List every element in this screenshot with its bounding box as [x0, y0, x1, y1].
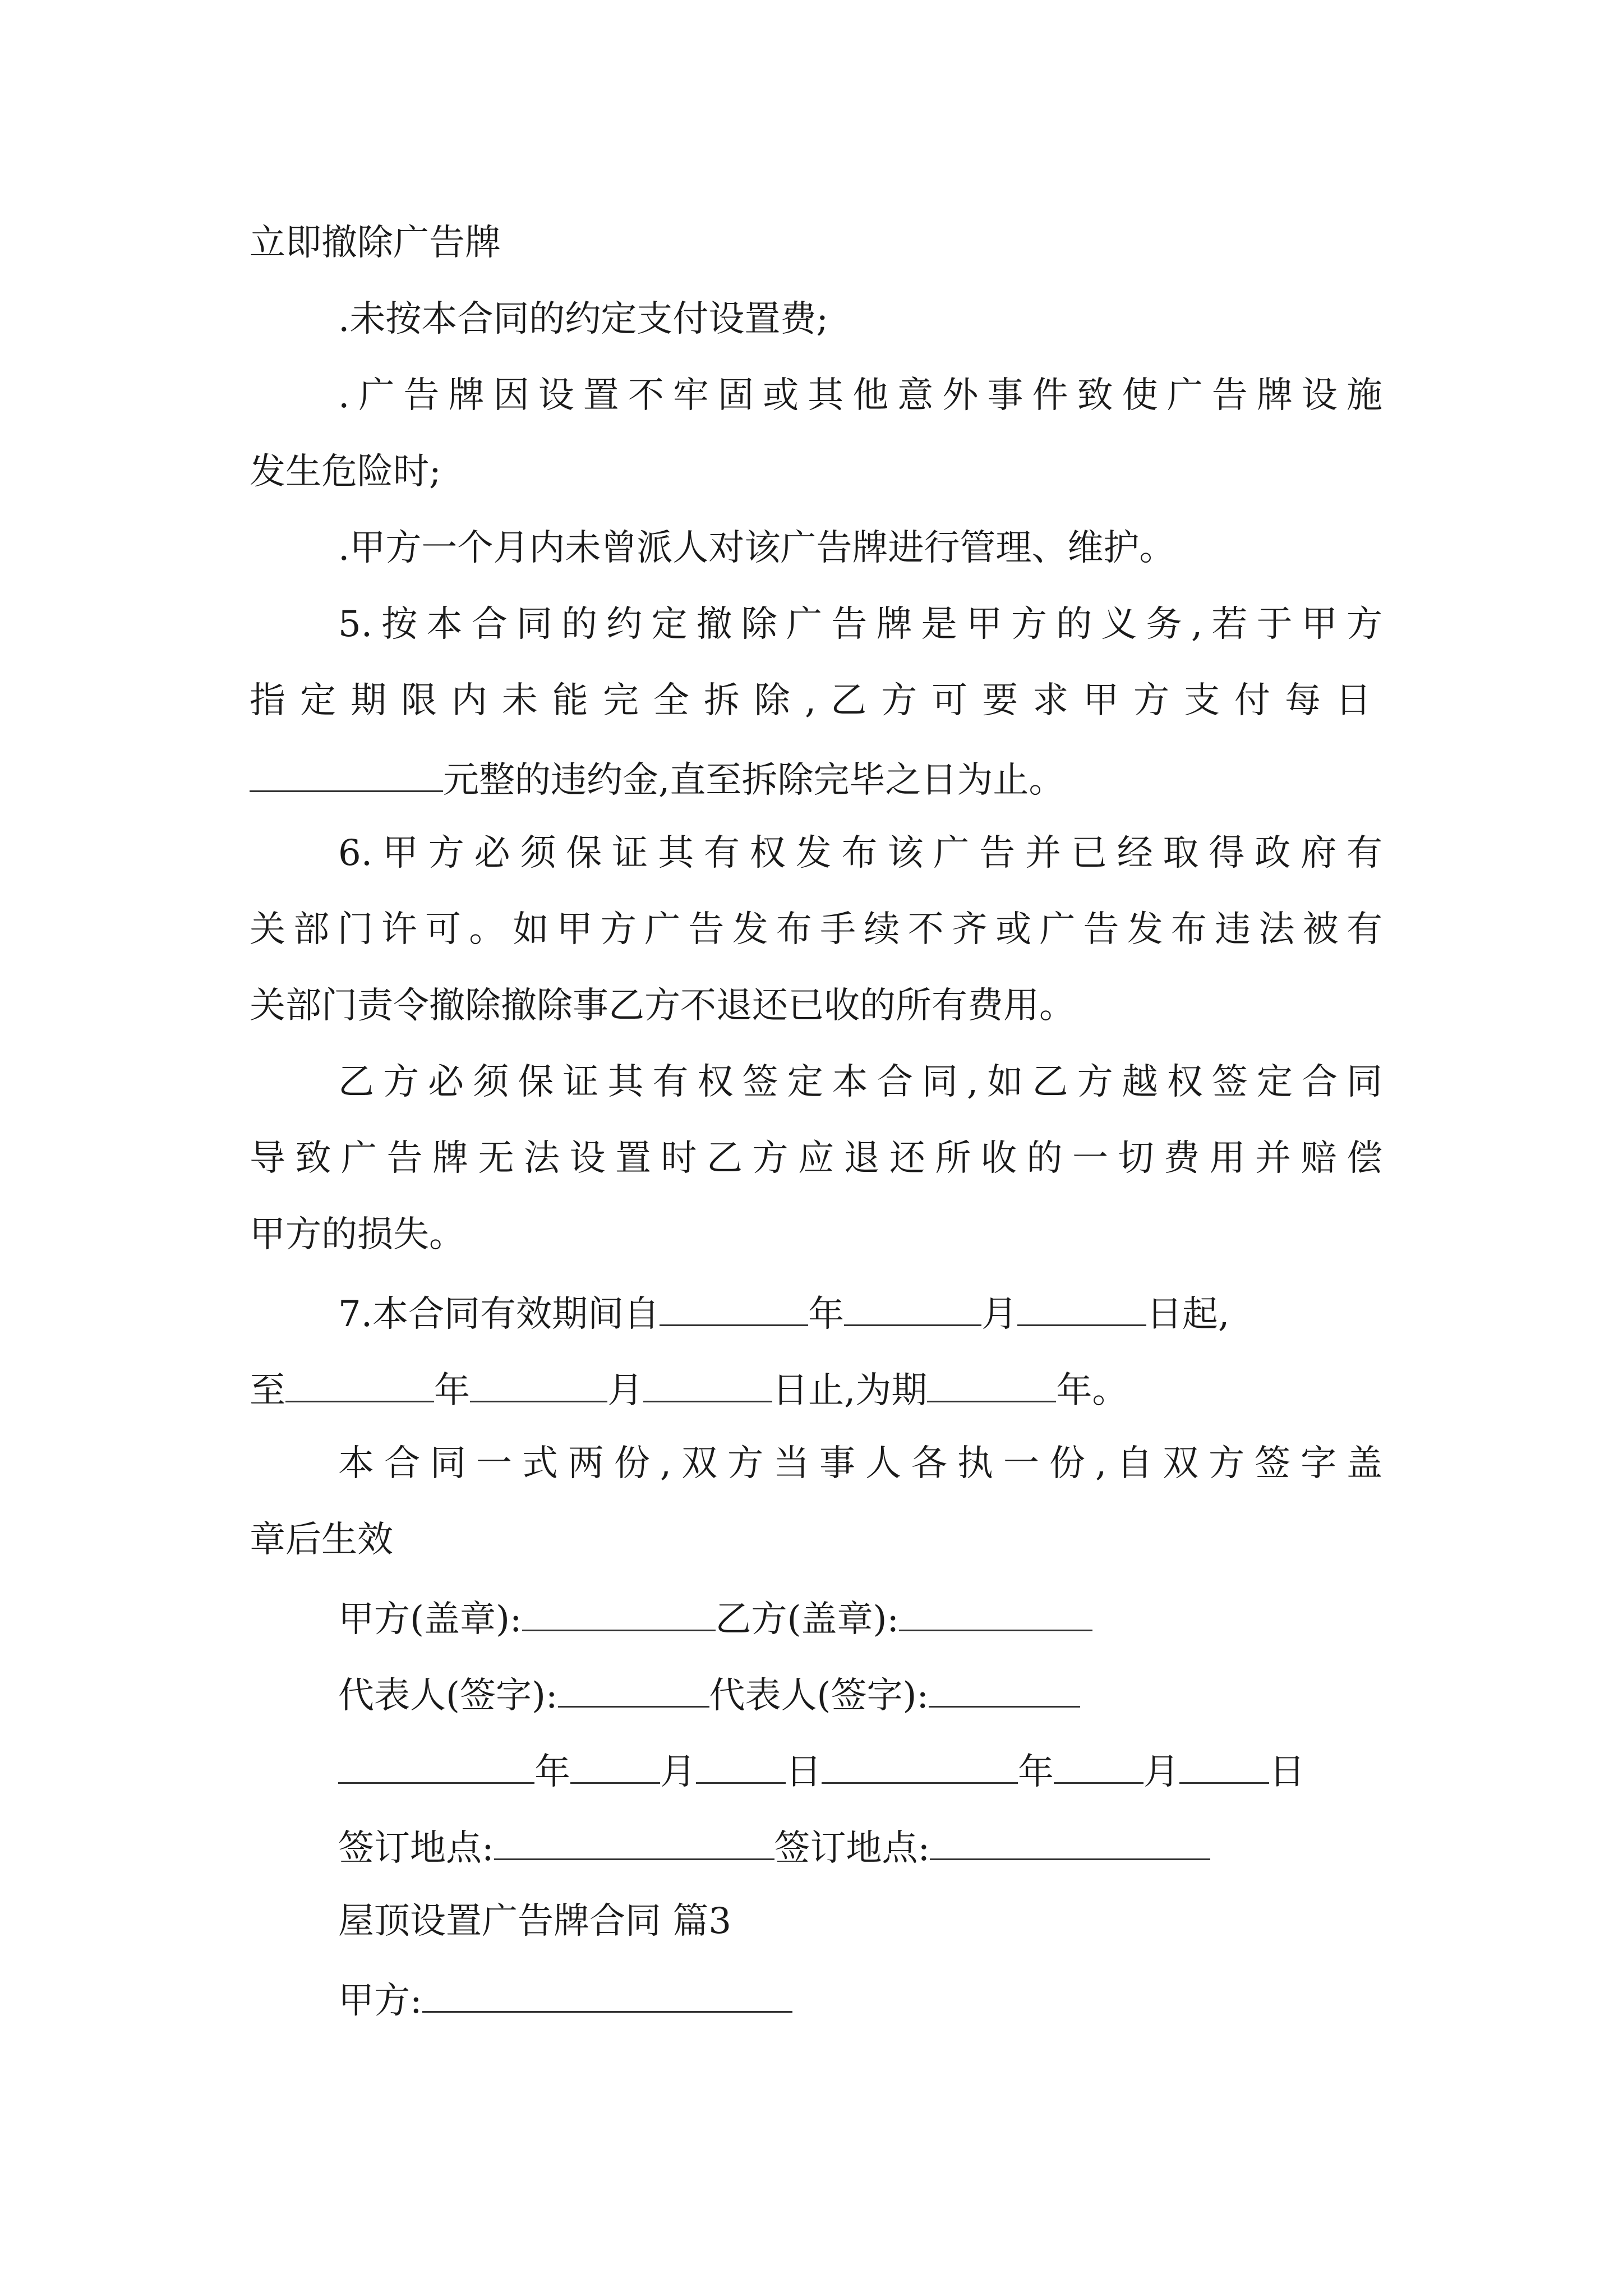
place-b-label: 签订地点: — [774, 1828, 930, 1869]
paragraph-text: 元整的违约金,直至拆除完毕之日为止。 — [443, 760, 1065, 801]
paragraph-line: 5.按本合同的约定撤除广告牌是甲方的义务,若于甲方 — [338, 604, 1382, 645]
month-label: 月 — [981, 1294, 1018, 1335]
paragraph-line: .广告牌因设置不牢固或其他意外事件致使广告牌设施 — [338, 375, 1382, 416]
rep-b-label: 代表人(签字): — [709, 1675, 929, 1717]
paragraph-line: 本合同一式两份,双方当事人各执一份,自双方签字盖 — [338, 1443, 1382, 1484]
term-line-start — [250, 1284, 1382, 1338]
paragraph-line: 发生危险时; — [250, 451, 441, 493]
year-blank[interactable] — [285, 1360, 434, 1402]
paragraph-line: 立即撤除广告牌 — [250, 222, 501, 264]
date-line — [250, 1742, 1382, 1796]
month-blank[interactable] — [470, 1360, 607, 1402]
place-a-label: 签订地点: — [338, 1828, 494, 1869]
rep-b-blank[interactable] — [929, 1665, 1080, 1708]
paragraph-line: 导致广告牌无法设置时乙方应退还所收的一切费用并赔偿 — [250, 1138, 1382, 1179]
month-blank[interactable] — [1054, 1742, 1144, 1784]
party-b-seal-label: 乙方(盖章): — [715, 1599, 899, 1640]
year-blank[interactable] — [338, 1742, 534, 1784]
year-label: 年 — [534, 1751, 570, 1793]
paragraph-line: 乙方必须保证其有权签定本合同,如乙方越权签定合同 — [338, 1061, 1382, 1103]
day-blank[interactable] — [643, 1360, 772, 1402]
day-label: 日止,为期 — [772, 1370, 928, 1411]
year-label: 年 — [1018, 1751, 1054, 1793]
term-line-end — [250, 1360, 1382, 1414]
paragraph-line: 指定期限内未能完全拆除,乙方可要求甲方支付每日 — [250, 680, 1382, 721]
month-label: 月 — [1144, 1751, 1179, 1793]
day-blank[interactable] — [696, 1742, 786, 1784]
document-body — [250, 216, 1382, 2047]
year-blank[interactable] — [660, 1284, 808, 1326]
rep-a-blank[interactable] — [558, 1665, 709, 1708]
month-blank[interactable] — [570, 1742, 660, 1784]
next-party-a-line — [250, 1971, 1382, 2024]
year-blank[interactable] — [822, 1742, 1018, 1784]
paragraph-line — [250, 750, 1382, 804]
month-label: 月 — [660, 1751, 696, 1793]
place-a-blank[interactable] — [494, 1818, 774, 1860]
paragraph-line: .甲方一个月内未曾派人对该广告牌进行管理、维护。 — [338, 527, 1175, 569]
rep-a-label: 代表人(签字): — [338, 1675, 558, 1717]
year-label: 年 — [808, 1294, 845, 1335]
day-label: 日 — [1269, 1751, 1305, 1793]
fill-in-blank[interactable] — [250, 750, 443, 792]
party-a-blank[interactable] — [422, 1971, 792, 2013]
paragraph-line: 章后生效 — [250, 1519, 393, 1561]
duration-blank[interactable] — [927, 1360, 1056, 1402]
day-blank[interactable] — [1179, 1742, 1269, 1784]
representative-line — [250, 1665, 1382, 1719]
paragraph-line: .未按本合同的约定支付设置费; — [338, 298, 828, 340]
day-label: 日起, — [1146, 1294, 1230, 1335]
day-label: 日 — [786, 1751, 822, 1793]
place-b-blank[interactable] — [930, 1818, 1210, 1860]
party-b-seal-blank[interactable] — [899, 1589, 1092, 1631]
place-line — [250, 1818, 1382, 1872]
month-label: 月 — [607, 1370, 643, 1411]
seal-line — [250, 1589, 1382, 1643]
month-blank[interactable] — [844, 1284, 981, 1326]
year-label: 年 — [434, 1370, 470, 1411]
paragraph-line: 甲方的损失。 — [250, 1214, 465, 1255]
party-a-seal-label: 甲方(盖章): — [338, 1599, 522, 1640]
to-label: 至 — [250, 1370, 285, 1411]
years-label: 年。 — [1056, 1370, 1128, 1411]
paragraph-line: 关部门许可。如甲方广告发布手续不齐或广告发布违法被有 — [250, 909, 1382, 950]
paragraph-line: 关部门责令撤除撤除事乙方不退还已收的所有费用。 — [250, 985, 1075, 1027]
next-contract-title: 屋顶设置广告牌合同 篇3 — [338, 1901, 732, 1942]
party-a-label: 甲方: — [338, 1980, 422, 2022]
party-a-seal-blank[interactable] — [522, 1589, 716, 1631]
term-prefix: 7.本合同有效期间自 — [338, 1294, 660, 1335]
day-blank[interactable] — [1017, 1284, 1146, 1326]
paragraph-line: 6.甲方必须保证其有权发布该广告并已经取得政府有 — [338, 832, 1382, 874]
